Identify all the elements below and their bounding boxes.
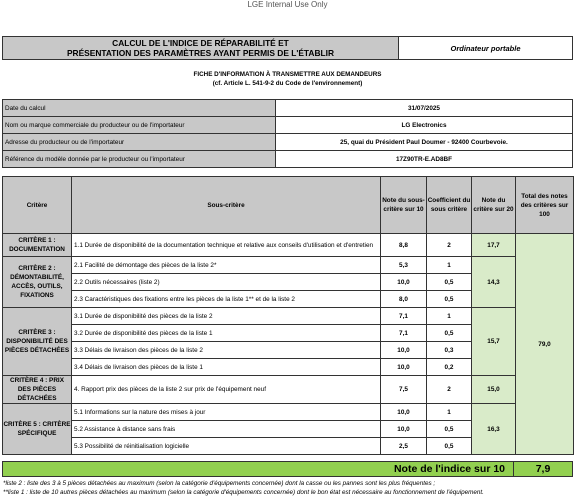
total-100: 79,0 (516, 234, 574, 455)
sous-critere-coef: 2 (427, 376, 472, 404)
title-block (2, 36, 573, 60)
sous-critere-label: 2.3 Caractéristiques des fixations entre les pièces de la liste 1** et de la liste 2 (72, 291, 381, 308)
sous-critere-coef: 1 (427, 308, 472, 325)
sous-critere-note: 10,0 (381, 359, 427, 376)
sous-critere-note: 10,0 (381, 342, 427, 359)
scores-table (2, 176, 574, 455)
header-sous-critere: Sous-critère (72, 177, 381, 234)
fiche-reference: (cf. Article L. 541-9-2 du Code de l'environnement) (212, 80, 363, 87)
sous-critere-label: 4. Rapport prix des pièces de la liste 2 sur prix de l'équipement neuf (72, 376, 381, 404)
info-label: Référence du modèle donnée par le producteur ou l'importateur (3, 151, 276, 168)
critere-5-label: CRITÈRE 5 : CRITÈRE SPÉCIFIQUE (3, 404, 72, 455)
critere-1-note: 17,7 (472, 234, 516, 257)
footnote-liste-1: **liste 1 : liste de 10 autres pièces détachées au maximum (selon la catégorie d'équipements concernée) dont le bon état est nécessaire au fonctionnement de l'équipement. (3, 489, 484, 496)
sous-critere-label: 5.2 Assistance à distance sans frais (72, 421, 381, 438)
info-row-model (3, 151, 573, 168)
table-row (3, 404, 574, 421)
info-value: 25, quai du Président Paul Doumer - 92400 Courbevoie. (276, 134, 573, 151)
critere-1-label: CRITÈRE 1 : DOCUMENTATION (3, 234, 72, 257)
header-note10: Note du sous-critère sur 10 (381, 177, 427, 234)
info-row-brand (3, 117, 573, 134)
sous-critere-label: 3.2 Durée de disponibilité des pièces de la liste 1 (72, 325, 381, 342)
sous-critere-label: 2.2 Outils nécessaires (liste 2) (72, 274, 381, 291)
sous-critere-coef: 0,5 (427, 325, 472, 342)
info-value: 31/07/2025 (276, 100, 573, 117)
final-score-row (2, 461, 573, 477)
critere-3-label: CRITÈRE 3 : DISPONIBILITÉ DES PIÈCES DÉTACHÉES (3, 308, 72, 376)
sous-critere-coef: 0,5 (427, 274, 472, 291)
sous-critere-coef: 0,5 (427, 421, 472, 438)
fiche-heading: FICHE D'INFORMATION À TRANSMETTRE AUX DEMANDEURS (193, 71, 382, 78)
info-label: Date du calcul (3, 100, 276, 117)
sous-critere-coef: 0,5 (427, 438, 472, 455)
sous-critere-note: 5,3 (381, 257, 427, 274)
sous-critere-label: 3.3 Délais de livraison des pièces de la liste 2 (72, 342, 381, 359)
sous-critere-coef: 1 (427, 257, 472, 274)
footnote-liste-2: *liste 2 : liste des 3 à 5 pièces détachées au maximum (selon la catégorie d'équipements concernée) dont la casse ou les pannes sont les plus fréquentes ; (3, 480, 436, 487)
info-value: 17Z90TR-E.AD8BF (276, 151, 573, 168)
sous-critere-note: 2,5 (381, 438, 427, 455)
sous-critere-label: 3.1 Durée de disponibilité des pièces de la liste 2 (72, 308, 381, 325)
table-row (3, 234, 574, 257)
sous-critere-note: 7,5 (381, 376, 427, 404)
sous-critere-label: 3.4 Délais de livraison des pièces de la liste 1 (72, 359, 381, 376)
sous-critere-label: 2.1 Facilité de démontage des pièces de la liste 2* (72, 257, 381, 274)
sous-critere-coef: 0,2 (427, 359, 472, 376)
info-row-address (3, 134, 573, 151)
sous-critere-note: 7,1 (381, 308, 427, 325)
header-critere: Critère (3, 177, 72, 234)
sous-critere-coef: 1 (427, 404, 472, 421)
header-note20: Note du critère sur 20 (472, 177, 516, 234)
info-block (2, 99, 573, 168)
final-score-label: Note de l'indice sur 10 (3, 462, 514, 477)
title-line-1: CALCUL DE L'INDICE DE RÉPARABILITÉ ET (112, 38, 289, 48)
sous-critere-note: 10,0 (381, 274, 427, 291)
sous-critere-coef: 0,3 (427, 342, 472, 359)
sous-critere-coef: 0,5 (427, 291, 472, 308)
sous-critere-note: 10,0 (381, 421, 427, 438)
critere-5-note: 16,3 (472, 404, 516, 455)
info-label: Nom ou marque commerciale du producteur ou de l'importateur (3, 117, 276, 134)
critere-2-note: 14,3 (472, 257, 516, 308)
header-row (3, 177, 574, 234)
sous-critere-label: 1.1 Durée de disponibilité de la documentation technique et relative aux conseils d'utilisation et d'entretien (72, 234, 381, 257)
header-coef: Coefficient du sous critère (427, 177, 472, 234)
document-title (3, 37, 399, 60)
info-row-date (3, 100, 573, 117)
critere-4-label: CRITÈRE 4 : PRIX DES PIÈCES DÉTACHÉES (3, 376, 72, 404)
table-row (3, 257, 574, 274)
critere-4-note: 15,0 (472, 376, 516, 404)
sous-critere-label: 5.1 Informations sur la nature des mises à jour (72, 404, 381, 421)
confidentiality-banner: LGE Internal Use Only (247, 0, 328, 9)
product-type: Ordinateur portable (399, 37, 573, 60)
critere-3-note: 15,7 (472, 308, 516, 376)
header-total: Total des notes des critères sur 100 (516, 177, 574, 234)
table-row (3, 308, 574, 325)
final-score-value: 7,9 (514, 462, 573, 477)
sous-critere-note: 7,1 (381, 325, 427, 342)
sous-critere-coef: 2 (427, 234, 472, 257)
sous-critere-note: 8,8 (381, 234, 427, 257)
info-value: LG Electronics (276, 117, 573, 134)
info-label: Adresse du producteur ou de l'importateur (3, 134, 276, 151)
title-line-2: PRÉSENTATION DES PARAMÈTRES AYANT PERMIS DE L'ÉTABLIR (66, 48, 335, 58)
sous-critere-note: 8,0 (381, 291, 427, 308)
table-row (3, 376, 574, 404)
sous-critere-label: 5.3 Possibilité de réinitialisation logicielle (72, 438, 381, 455)
critere-2-label: CRITÈRE 2 : DÉMONTABILITÉ, ACCÈS, OUTILS, FIXATIONS (3, 257, 72, 308)
sous-critere-note: 10,0 (381, 404, 427, 421)
